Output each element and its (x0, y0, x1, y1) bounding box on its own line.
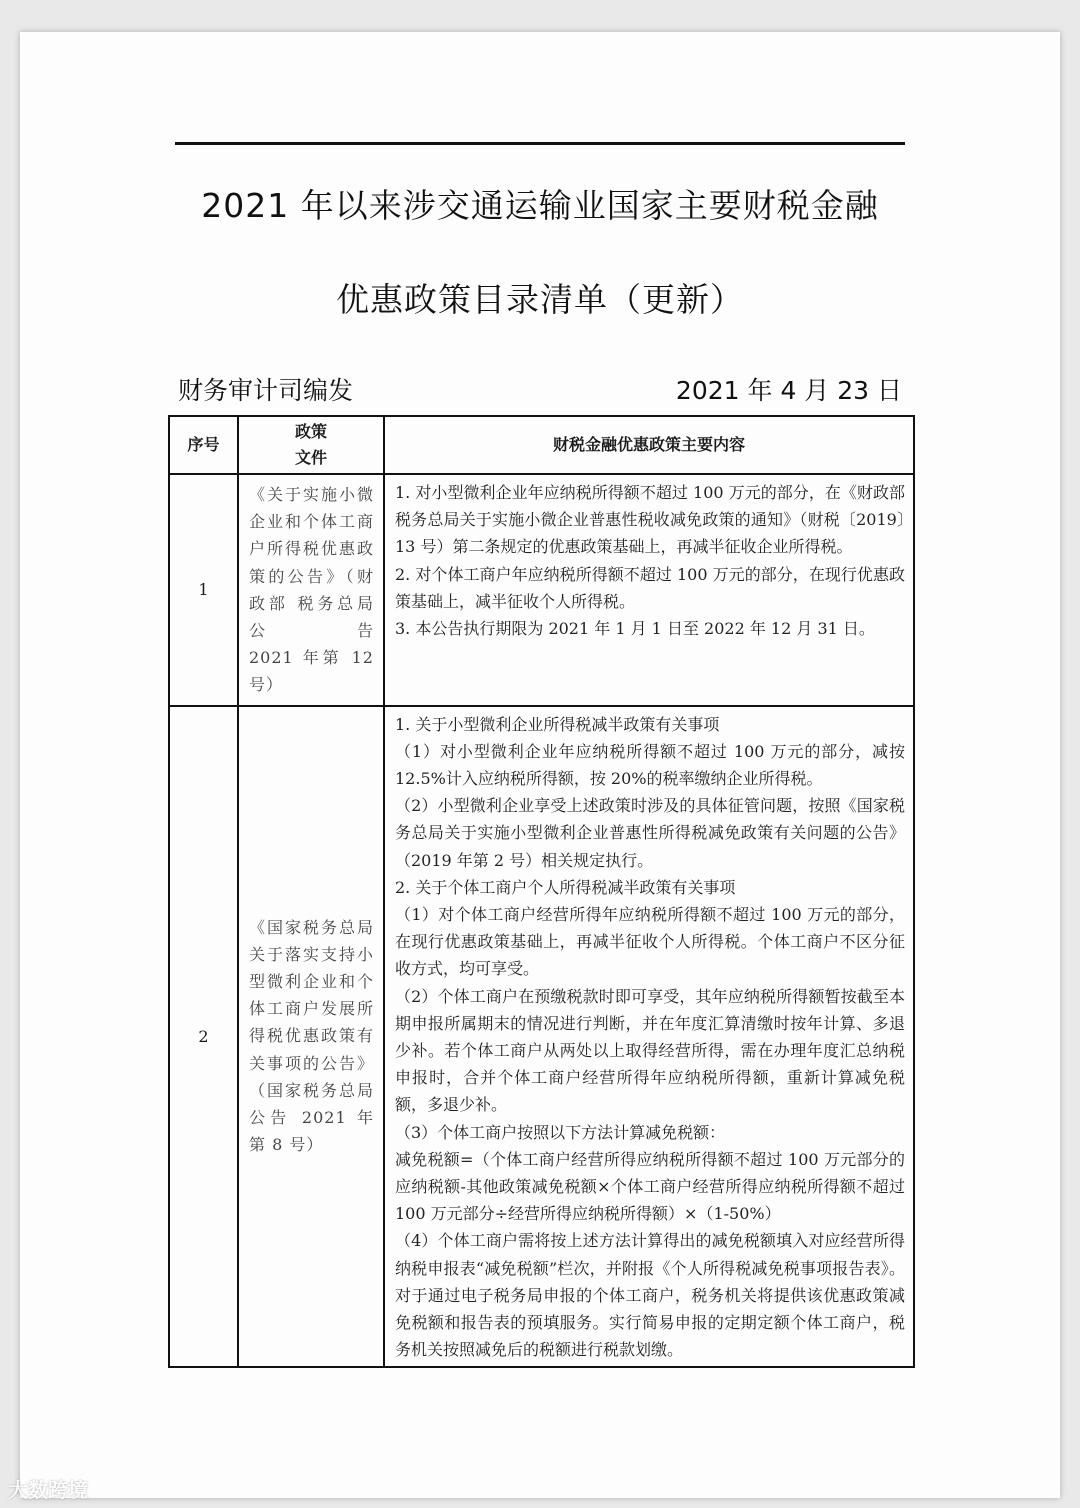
table-header-row (169, 416, 914, 474)
document-title-line-1: 2021 年以来涉交通运输业国家主要财税金融 (201, 186, 879, 225)
header-seq: 序号 (169, 416, 238, 474)
content-paragraph: 1. 对小型微利企业年应纳税所得额不超过 100 万元的部分，在《财政部 税务总局关于实施小微企业普惠性税收减免政策的通知》（财税〔2019〕13 号）第二条规定的优惠政策基础上，再减半征收企业所得税。 (395, 483, 905, 557)
table-row (169, 474, 914, 706)
issue-date: 2021 年 4 月 23 日 (675, 376, 902, 405)
row-policy-document (238, 706, 384, 1367)
header-doc (238, 416, 384, 474)
header-rule (175, 142, 905, 145)
policy-document-text: 《关于实施小微企业和个体工商户所得税优惠政策的公告》（财政部 税务总局公告 (249, 485, 374, 641)
content-paragraph: （2）小型微利企业享受上述政策时涉及的具体征管问题，按照《国家税务总局关于实施小型微利企业普惠性所得税减免政策有关问题的公告》（2019 年第 2 号）相关规定执行。 (395, 796, 905, 870)
header-doc-line-1: 政策 (294, 422, 327, 441)
row-seq: 1 (169, 474, 238, 706)
content-paragraph: 3. 本公告执行期限为 2021 年 1 月 1 日至 2022 年 12 月 31 日。 (395, 619, 875, 639)
issuer: 财务审计司编发 (178, 376, 354, 405)
policy-document-text-tail: 2021 年第 12 号） (249, 648, 374, 695)
row-seq: 2 (169, 706, 238, 1367)
content-paragraph: （1）对小型微利企业年应纳税所得额不超过 100 万元的部分，减按 12.5%计入应纳税所得额，按 20%的税率缴纳企业所得税。 (395, 741, 905, 789)
content-paragraph: 1. 关于小型微利企业所得税减半政策有关事项 (395, 714, 720, 734)
row-policy-content (384, 706, 914, 1367)
content-paragraph: 2. 对个体工商户年应纳税所得额不超过 100 万元的部分，在现行优惠政策基础上，减半征收个人所得税。 (395, 564, 905, 611)
content-paragraph: （2）个体工商户在预缴税款时即可享受，其年应纳税所得额暂按截至本期申报所属期末的情况进行判断，并在年度汇算清缴时按年计算、多退少补。若个体工商户从两处以上取得经营所得，需在办理年度汇总纳税申报时，合并个体工商户经营所得年应纳税所得额，重新计算减免税额，多退少补。 (395, 986, 905, 1115)
content-paragraph: （4）个体工商户需将按上述方法计算得出的减免税额填入对应经营所得纳税申报表“减免税额”栏次，并附报《个人所得税减免税事项报告表》。对于通过电子税务局申报的个体工商户，税务机关将提供该优惠政策减免税额和报告表的预填服务。实行简易申报的定期定额个体工商户，税务机关按照减免后的税额进行税款划缴。 (395, 1231, 905, 1360)
policy-document-text-tail: 第 8 号） (249, 1135, 324, 1155)
table-row (169, 706, 914, 1367)
header-doc-line-2: 文件 (294, 448, 327, 467)
content-paragraph: （1）对个体工商户经营所得年应纳税所得额不超过 100 万元的部分，在现行优惠政策基础上，再减半征收个人所得税。个体工商户不区分征收方式，均可享受。 (395, 905, 905, 979)
content-paragraph: （3）个体工商户按照以下方法计算减免税额： (395, 1122, 726, 1142)
policy-document-text: 《国家税务总局关于落实支持小型微利企业和个体工商户发展所得税优惠政策有关事项的公告》（国家税务总局公告 2021 年 (249, 917, 374, 1128)
watermark-logo: 大数跨境 (8, 1478, 88, 1502)
policy-table (168, 415, 915, 1368)
content-paragraph: 2. 关于个体工商户个人所得税减半政策有关事项 (395, 877, 736, 897)
document-title-line-2: 优惠政策目录清单（更新） (336, 280, 744, 319)
row-policy-content (384, 474, 914, 706)
content-paragraph: 减免税额=（个体工商户经营所得应纳税所得额不超过 100 万元部分的应纳税额-其他政策减免税额×个体工商户经营所得应纳税所得额不超过 100 万元部分÷经营所得应纳税所得额）×（1-50%） (395, 1149, 905, 1224)
row-policy-document (238, 474, 384, 706)
header-content: 财税金融优惠政策主要内容 (384, 416, 914, 474)
